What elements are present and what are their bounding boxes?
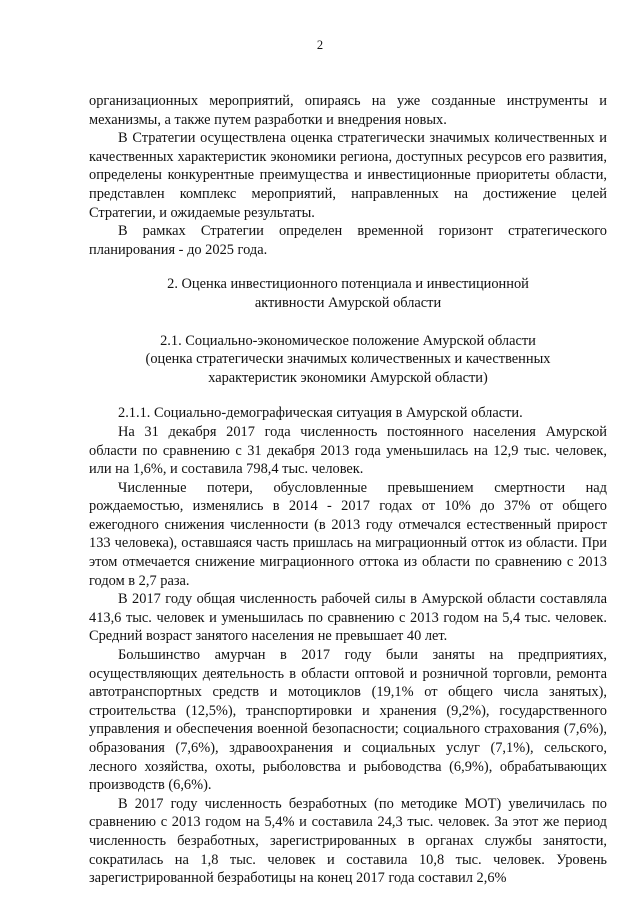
- paragraph-migration: Численные потери, обусловленные превышением смертности над рождаемостью, изменялись в 2014 - 2017 годах от 10% до 37% от общего ежегодного снижения численности (в 2013 году отмечался естественный прирост 133 человека), оставшаяся часть пришлась на миграционный отток из области. При этом отмечается снижение миграционного оттока из области по сравнению с 2013 годом в 2,7 раза.: [89, 479, 607, 589]
- paragraph-continuation: организационных мероприятий, опираясь на уже созданные инструменты и механизмы, а также путем разработки и внедрения новых.: [89, 93, 607, 128]
- page-number: 2: [316, 38, 324, 52]
- paragraph-strategy-assessment: В Стратегии осуществлена оценка стратегически значимых количественных и качественных характеристик экономики региона, доступных ресурсов его развития, определены конкурентные преимущества и инвестиционные приоритеты области, представлен комплекс мероприятий, направленных на достижение целей Стратегии, и ожидаемые результаты.: [89, 130, 607, 221]
- subsection-heading-line-1: 2.1. Социально-экономическое положение Амурской области: [160, 332, 536, 349]
- paragraph-planning-horizon: В рамках Стратегии определен временной горизонт стратегического планирования - до 2025 года.: [89, 223, 607, 258]
- subsection-heading-line-3: характеристик экономики Амурской области): [208, 369, 488, 386]
- subsubsection-heading: 2.1.1. Социально-демографическая ситуация в Амурской области.: [118, 405, 523, 422]
- subsection-heading-line-2: (оценка стратегически значимых количественных и качественных: [145, 351, 551, 368]
- section-heading-line-1: 2. Оценка инвестиционного потенциала и инвестиционной: [167, 276, 529, 293]
- paragraph-employment-sectors: Большинство амурчан в 2017 году были заняты на предприятиях, осуществляющих деятельность в области оптовой и розничной торговли, ремонта автотранспортных средств и мотоциклов (19,1% от общего числа занятых), строительства (12,5%), транспортировки и хранения (9,2%), государственного управления и обеспечения военной безопасности; социального страхования (7,6%), образования (7,6%), здравоохранения и социальных услуг (7,1%), сельского, лесного хозяйства, охоты, рыболовства и рыбоводства (6,9%), обрабатывающих производств (6,6%).: [89, 647, 607, 794]
- subsection-heading: [89, 332, 607, 388]
- paragraph-labor-force: В 2017 году общая численность рабочей силы в Амурской области составляла 413,6 тыс. человек и уменьшилась по сравнению с 2013 годом на 5,4 тыс. человек. Средний возраст занятого населения не превышает 40 лет.: [89, 591, 607, 645]
- section-heading-line-2: активности Амурской области: [254, 294, 442, 311]
- section-heading: [89, 275, 607, 312]
- paragraph-unemployment: В 2017 году численность безработных (по методике МОТ) увеличилась по сравнению с 2013 годом на 5,4% и составила 24,3 тыс. человек. За этот же период численность безработных, зарегистрированных в органах службы занятости, сократилась на 1,8 тыс. человек и составила 10,8 тыс. человек. Уровень зарегистрированной безработицы на конец 2017 года составил 2,6%: [89, 795, 607, 887]
- paragraph-population: На 31 декабря 2017 года численность постоянного населения Амурской области по сравнению с 31 декабря 2013 года уменьшилась на 12,9 тыс. человек, или на 1,6%, и составила 798,4 тыс. человек.: [89, 423, 607, 478]
- page-content: [89, 92, 607, 888]
